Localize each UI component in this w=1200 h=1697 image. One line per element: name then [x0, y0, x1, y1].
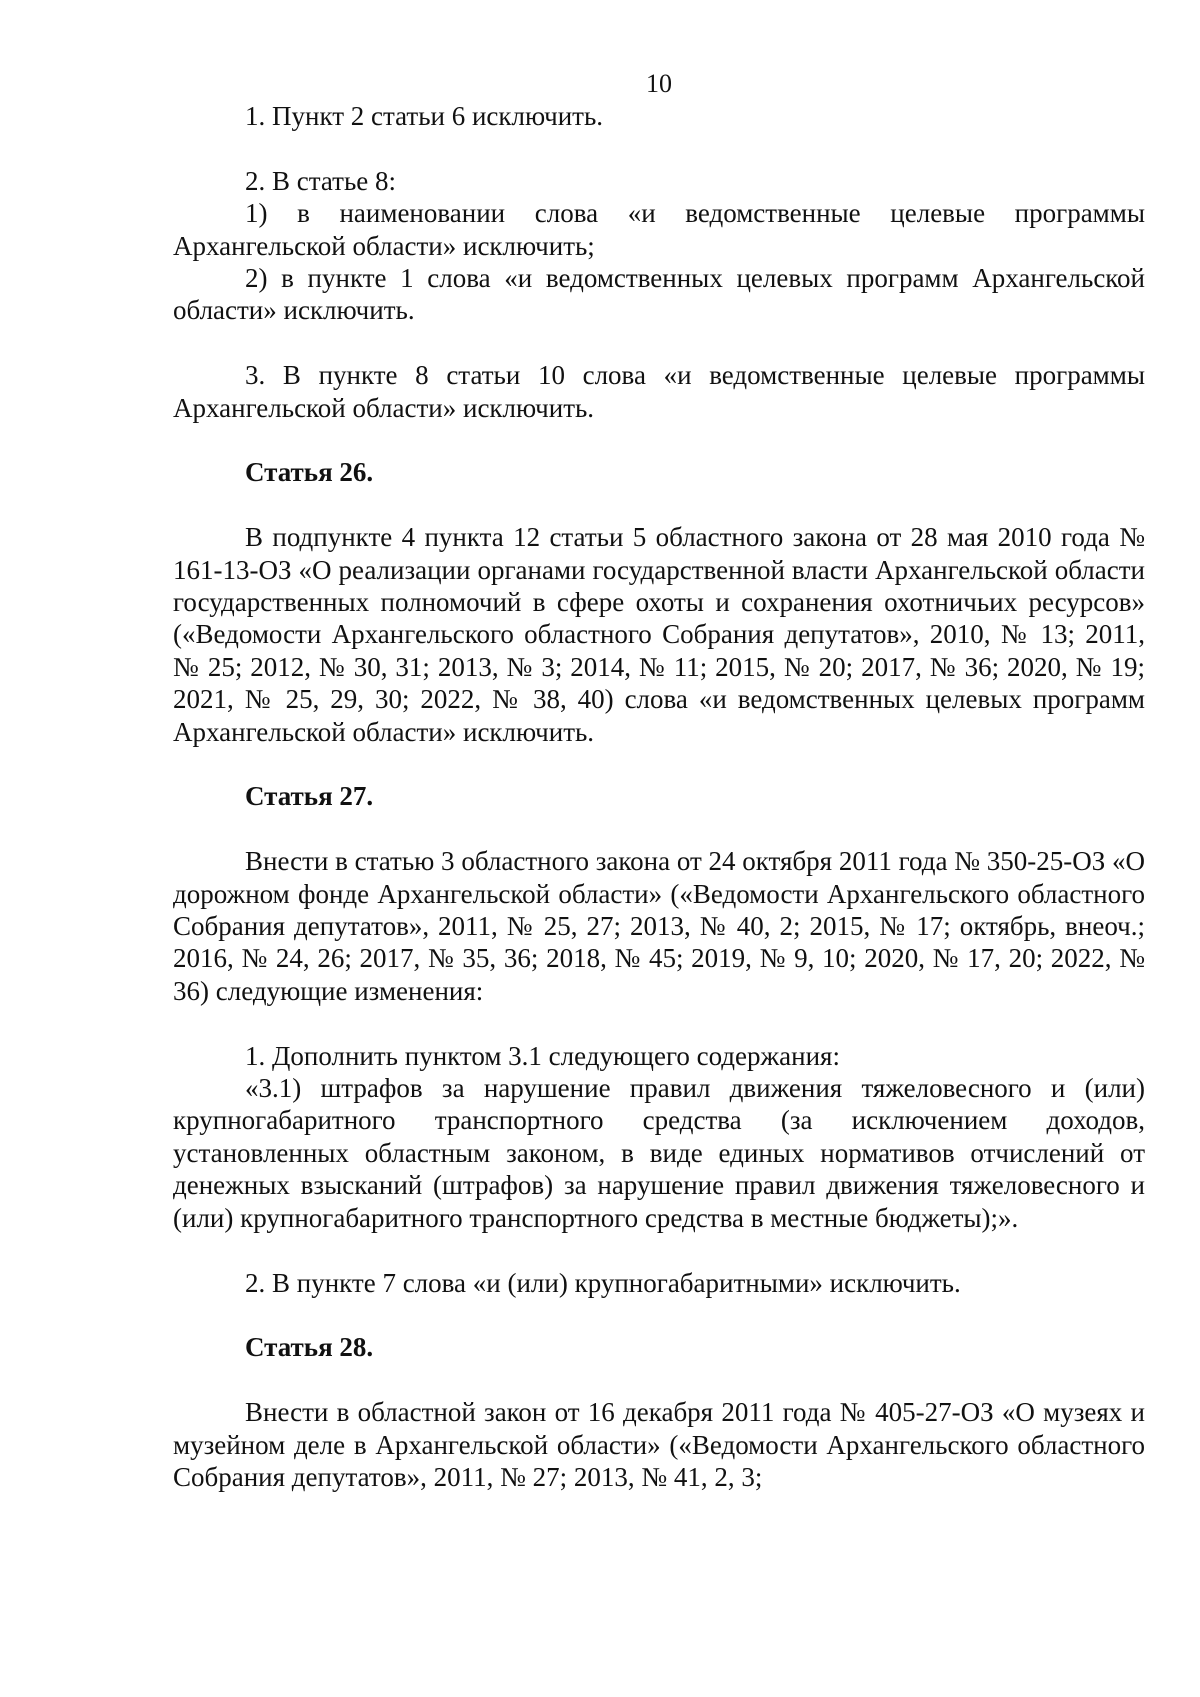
paragraph-gap [173, 1234, 1145, 1266]
article-heading: Статья 28. [245, 1332, 374, 1363]
document-body [173, 100, 1145, 1493]
paragraph-gap [173, 813, 1145, 845]
paragraph-gap [173, 132, 1145, 164]
paragraph: 1) в наименовании слова «и ведомственные целевые программы Архангельской области» исключить; [173, 198, 1145, 261]
paragraph-gap [173, 1364, 1145, 1396]
paragraph: 2. В пункте 7 слова «и (или) крупногабаритными» исключить. [245, 1267, 961, 1298]
paragraph: Внести в областной закон от 16 декабря 2011 года № 405-27-ОЗ «О музеях и музейном деле в Архангельской области» («Ведомости Архангельского областного Собрания депутатов», 2011, № 27; 2013, № 41, 2, 3; [173, 1397, 1145, 1492]
paragraph-gap [173, 1299, 1145, 1331]
paragraph: 1. Дополнить пунктом 3.1 следующего содержания: [245, 1040, 840, 1071]
paragraph: 2. В статье 8: [245, 165, 397, 196]
paragraph-gap [173, 748, 1145, 780]
paragraph-gap [173, 489, 1145, 521]
paragraph: 3. В пункте 8 статьи 10 слова «и ведомственные целевые программы Архангельской области» исключить. [173, 360, 1145, 423]
document-page [173, 68, 1145, 1493]
paragraph: В подпункте 4 пункта 12 статьи 5 областного закона от 28 мая 2010 года № 161-13-ОЗ «О реализации органами государственной власти Архангельской области государственных полномочий в сфере охоты и сохранения охотничьих ресурсов» («Ведомости Архангельского областного Собрания депутатов», 2010, № 13; 2011, № 25; 2012, № 30, 31; 2013, № 3; 2014, № 11; 2015, № 20; 2017, № 36; 2020, № 19; 2021, № 25, 29, 30; 2022, № 38, 40) слова «и ведомственных целевых программ Архангельской области» исключить. [173, 522, 1145, 747]
article-heading: Статья 27. [245, 781, 374, 812]
paragraph-gap [173, 424, 1145, 456]
paragraph-gap [173, 1007, 1145, 1039]
article-heading: Статья 26. [245, 457, 374, 488]
paragraph: 1. Пункт 2 статьи 6 исключить. [245, 101, 604, 131]
paragraph: 2) в пункте 1 слова «и ведомственных целевых программ Архангельской области» исключить. [173, 263, 1145, 326]
page-number: 10 [646, 69, 672, 98]
paragraph: Внести в статью 3 областного закона от 24 октября 2011 года № 350-25-ОЗ «О дорожном фонде Архангельской области» («Ведомости Архангельского областного Собрания депутатов», 2011, № 25, 27; 2013, № 40, 2; 2015, № 17; октябрь, внеоч.; 2016, № 24, 26; 2017, № 35, 36; 2018, № 45; 2019, № 9, 10; 2020, № 17, 20; 2022, № 36) следующие изменения: [173, 846, 1145, 1006]
paragraph-gap [173, 327, 1145, 359]
paragraph: «3.1) штрафов за нарушение правил движения тяжеловесного и (или) крупногабаритного транспортного средства (за исключением доходов, установленных областным законом, в виде единых нормативов отчислений от денежных взысканий (штрафов) за нарушение правил движения тяжеловесного и (или) крупногабаритного транспортного средства в местные бюджеты);». [173, 1073, 1145, 1233]
